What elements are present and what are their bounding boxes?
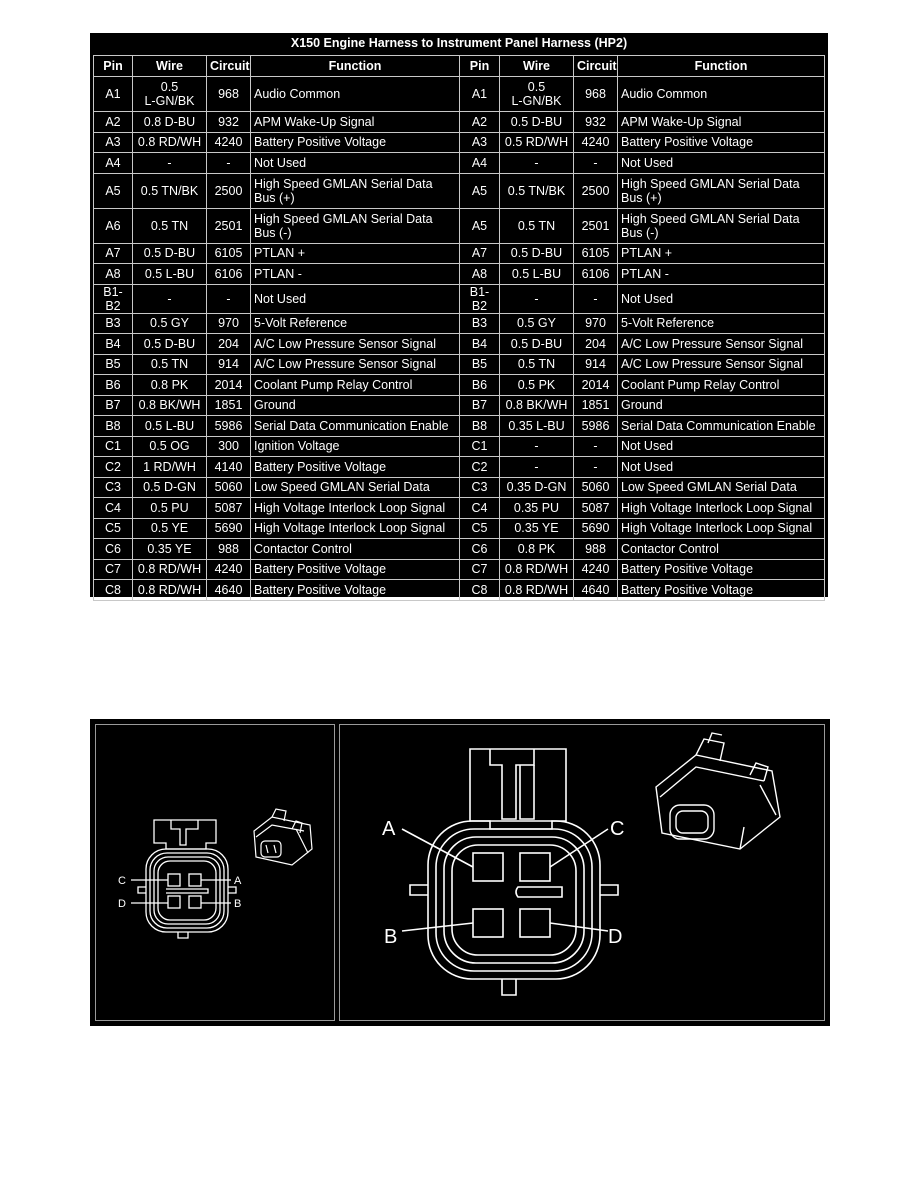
right-wire-cell: 0.5 TN	[500, 355, 574, 376]
table-row	[93, 77, 825, 112]
right-function-cell: 5-Volt Reference	[618, 314, 825, 335]
right-circuit-cell: 5986	[574, 416, 618, 437]
left-pin-cell: C4	[93, 498, 133, 519]
left-pin-cell: C8	[93, 580, 133, 601]
left-wire-cell: 0.5 PU	[133, 498, 207, 519]
left-pin-cell: C1	[93, 437, 133, 458]
right-function-cell: Low Speed GMLAN Serial Data	[618, 478, 825, 499]
left-circuit-cell: 6106	[207, 264, 251, 285]
left-pin-cell: B1-B2	[93, 285, 133, 314]
cavity-c	[520, 853, 550, 881]
right-circuit-cell: 5060	[574, 478, 618, 499]
table-header-row	[93, 55, 825, 77]
right-wire-cell: 0.5 GY	[500, 314, 574, 335]
right-wire-cell: 0.35 PU	[500, 498, 574, 519]
left-wire-cell: 0.8 RD/WH	[133, 580, 207, 601]
connector-small-isometric	[254, 809, 312, 865]
table-row	[93, 314, 825, 335]
right-function-cell: Ground	[618, 396, 825, 417]
right-function-cell: PTLAN -	[618, 264, 825, 285]
right-function-cell: Battery Positive Voltage	[618, 133, 825, 154]
right-circuit-cell: 914	[574, 355, 618, 376]
left-function-cell: APM Wake-Up Signal	[251, 112, 460, 133]
right-function-cell: Battery Positive Voltage	[618, 560, 825, 581]
table-row	[93, 174, 825, 209]
large-label-a: A	[382, 818, 396, 840]
right-function-cell: High Voltage Interlock Loop Signal	[618, 498, 825, 519]
right-wire-cell: 0.5 D-BU	[500, 244, 574, 265]
connector-large-view	[339, 724, 825, 1021]
left-pin-cell: B6	[93, 375, 133, 396]
table-row	[93, 112, 825, 133]
left-circuit-cell: 2501	[207, 209, 251, 244]
left-pin-cell: A2	[93, 112, 133, 133]
cavity-b	[473, 909, 503, 937]
left-wire-cell: 0.5 D-BU	[133, 244, 207, 265]
right-function-cell: Not Used	[618, 285, 825, 314]
right-wire-cell: 0.8 BK/WH	[500, 396, 574, 417]
table-row	[93, 498, 825, 519]
left-wire-cell: 0.5 YE	[133, 519, 207, 540]
right-pin-cell: A5	[460, 174, 500, 209]
left-pin-cell: C7	[93, 560, 133, 581]
right-pin-cell: B5	[460, 355, 500, 376]
table-row	[93, 264, 825, 285]
right-circuit-cell: 932	[574, 112, 618, 133]
right-function-cell: Serial Data Communication Enable	[618, 416, 825, 437]
right-wire-cell: -	[500, 285, 574, 314]
left-circuit-cell: 2500	[207, 174, 251, 209]
right-circuit-cell: 4240	[574, 133, 618, 154]
table-row	[93, 580, 825, 601]
right-circuit-cell: 2014	[574, 375, 618, 396]
header-wire: Wire	[133, 55, 207, 77]
left-function-cell: Not Used	[251, 153, 460, 174]
right-pin-cell: C4	[460, 498, 500, 519]
connector-latch	[470, 749, 566, 829]
left-circuit-cell: 988	[207, 539, 251, 560]
header-circuit: Circuit	[574, 55, 618, 77]
right-function-cell: APM Wake-Up Signal	[618, 112, 825, 133]
left-pin-cell: A5	[93, 174, 133, 209]
table-row	[93, 153, 825, 174]
left-circuit-cell: -	[207, 153, 251, 174]
connector-large-isometric	[656, 733, 780, 849]
left-circuit-cell: 5060	[207, 478, 251, 499]
right-circuit-cell: 968	[574, 77, 618, 112]
right-pin-cell: A7	[460, 244, 500, 265]
right-circuit-cell: 2501	[574, 209, 618, 244]
header-function: Function	[618, 55, 825, 77]
right-pin-cell: B4	[460, 334, 500, 355]
left-wire-cell: 0.8 D-BU	[133, 112, 207, 133]
left-wire-cell: 0.8 PK	[133, 375, 207, 396]
table-row	[93, 560, 825, 581]
left-function-cell: PTLAN -	[251, 264, 460, 285]
right-circuit-cell: 5087	[574, 498, 618, 519]
right-function-cell: High Voltage Interlock Loop Signal	[618, 519, 825, 540]
left-pin-cell: B4	[93, 334, 133, 355]
right-wire-cell: 0.5 TN/BK	[500, 174, 574, 209]
right-pin-cell: B8	[460, 416, 500, 437]
table-row	[93, 437, 825, 458]
right-pin-cell: C3	[460, 478, 500, 499]
left-pin-cell: A6	[93, 209, 133, 244]
left-circuit-cell: 5986	[207, 416, 251, 437]
table-title: X150 Engine Harness to Instrument Panel Harness (HP2)	[290, 36, 628, 50]
left-wire-cell: -	[133, 285, 207, 314]
left-circuit-cell: 932	[207, 112, 251, 133]
left-circuit-cell: 204	[207, 334, 251, 355]
left-wire-cell: 0.5 D-BU	[133, 334, 207, 355]
left-function-cell: Battery Positive Voltage	[251, 133, 460, 154]
left-function-cell: Battery Positive Voltage	[251, 560, 460, 581]
large-label-c: C	[610, 818, 625, 840]
left-wire-cell: 0.35 YE	[133, 539, 207, 560]
right-pin-cell: A8	[460, 264, 500, 285]
pinout-table	[93, 55, 825, 601]
right-circuit-cell: -	[574, 457, 618, 478]
small-label-c: C	[118, 875, 126, 887]
right-wire-cell: 0.8 RD/WH	[500, 560, 574, 581]
connector-large-drawing	[340, 725, 824, 1020]
right-circuit-cell: -	[574, 285, 618, 314]
right-wire-cell: 0.35 YE	[500, 519, 574, 540]
right-wire-cell: 0.8 PK	[500, 539, 574, 560]
table-row	[93, 519, 825, 540]
right-wire-cell: 0.35 L-BU	[500, 416, 574, 437]
right-function-cell: PTLAN +	[618, 244, 825, 265]
table-row	[93, 355, 825, 376]
left-wire-cell: 0.5 L-GN/BK	[133, 77, 207, 112]
left-pin-cell: C6	[93, 539, 133, 560]
table-body	[93, 77, 825, 601]
left-circuit-cell: 300	[207, 437, 251, 458]
small-label-b: B	[234, 898, 242, 910]
left-circuit-cell: 968	[207, 77, 251, 112]
cavity-c	[168, 874, 180, 886]
cavity-b	[189, 896, 201, 908]
left-circuit-cell: -	[207, 285, 251, 314]
table-row	[93, 539, 825, 560]
left-function-cell: Battery Positive Voltage	[251, 457, 460, 478]
right-pin-cell: C7	[460, 560, 500, 581]
right-circuit-cell: 5690	[574, 519, 618, 540]
right-function-cell: Coolant Pump Relay Control	[618, 375, 825, 396]
table-row	[93, 209, 825, 244]
left-function-cell: A/C Low Pressure Sensor Signal	[251, 334, 460, 355]
left-function-cell: Ground	[251, 396, 460, 417]
right-pin-cell: A4	[460, 153, 500, 174]
cavity-a	[473, 853, 503, 881]
left-circuit-cell: 4140	[207, 457, 251, 478]
left-function-cell: Serial Data Communication Enable	[251, 416, 460, 437]
left-pin-cell: A3	[93, 133, 133, 154]
right-circuit-cell: 1851	[574, 396, 618, 417]
right-wire-cell: -	[500, 457, 574, 478]
left-wire-cell: 0.5 TN/BK	[133, 174, 207, 209]
table-row	[93, 133, 825, 154]
right-circuit-cell: 6105	[574, 244, 618, 265]
left-wire-cell: 0.5 D-GN	[133, 478, 207, 499]
left-circuit-cell: 5087	[207, 498, 251, 519]
header-pin: Pin	[460, 55, 500, 77]
left-wire-cell: 0.5 TN	[133, 355, 207, 376]
left-pin-cell: B3	[93, 314, 133, 335]
table-row	[93, 285, 825, 314]
right-function-cell: High Speed GMLAN Serial Data Bus (+)	[618, 174, 825, 209]
right-wire-cell: 0.5 TN	[500, 209, 574, 244]
right-wire-cell: 0.5 RD/WH	[500, 133, 574, 154]
left-function-cell: Low Speed GMLAN Serial Data	[251, 478, 460, 499]
right-function-cell: High Speed GMLAN Serial Data Bus (-)	[618, 209, 825, 244]
right-function-cell: Contactor Control	[618, 539, 825, 560]
right-wire-cell: 0.5 PK	[500, 375, 574, 396]
right-pin-cell: B1-B2	[460, 285, 500, 314]
left-circuit-cell: 5690	[207, 519, 251, 540]
connector-illustration-panel	[90, 719, 830, 1026]
right-function-cell: Not Used	[618, 153, 825, 174]
right-pin-cell: C5	[460, 519, 500, 540]
left-function-cell: Battery Positive Voltage	[251, 580, 460, 601]
large-label-d: D	[608, 926, 623, 948]
left-circuit-cell: 1851	[207, 396, 251, 417]
left-wire-cell: 0.5 GY	[133, 314, 207, 335]
left-pin-cell: C5	[93, 519, 133, 540]
left-wire-cell: 0.5 L-BU	[133, 416, 207, 437]
right-function-cell: Not Used	[618, 437, 825, 458]
left-wire-cell: 0.8 RD/WH	[133, 560, 207, 581]
left-wire-cell: 0.5 OG	[133, 437, 207, 458]
right-circuit-cell: 6106	[574, 264, 618, 285]
left-pin-cell: C2	[93, 457, 133, 478]
right-function-cell: Audio Common	[618, 77, 825, 112]
left-function-cell: Ignition Voltage	[251, 437, 460, 458]
right-pin-cell: A1	[460, 77, 500, 112]
header-circuit: Circuit	[207, 55, 251, 77]
right-circuit-cell: 4240	[574, 560, 618, 581]
right-wire-cell: 0.35 D-GN	[500, 478, 574, 499]
left-function-cell: High Voltage Interlock Loop Signal	[251, 498, 460, 519]
cavity-a	[189, 874, 201, 886]
left-function-cell: Contactor Control	[251, 539, 460, 560]
connector-small-drawing	[96, 725, 334, 1020]
right-pin-cell: A5	[460, 209, 500, 244]
right-function-cell: Battery Positive Voltage	[618, 580, 825, 601]
left-pin-cell: A4	[93, 153, 133, 174]
left-circuit-cell: 970	[207, 314, 251, 335]
left-pin-cell: B5	[93, 355, 133, 376]
right-circuit-cell: 2500	[574, 174, 618, 209]
table-row	[93, 478, 825, 499]
left-circuit-cell: 4640	[207, 580, 251, 601]
table-row	[93, 416, 825, 437]
cavity-d	[168, 896, 180, 908]
left-function-cell: Not Used	[251, 285, 460, 314]
right-pin-cell: B6	[460, 375, 500, 396]
left-pin-cell: C3	[93, 478, 133, 499]
right-wire-cell: 0.5 D-BU	[500, 334, 574, 355]
table-row	[93, 244, 825, 265]
right-pin-cell: A3	[460, 133, 500, 154]
left-function-cell: High Voltage Interlock Loop Signal	[251, 519, 460, 540]
right-pin-cell: C8	[460, 580, 500, 601]
right-wire-cell: 0.8 RD/WH	[500, 580, 574, 601]
right-wire-cell: -	[500, 437, 574, 458]
right-function-cell: Not Used	[618, 457, 825, 478]
left-function-cell: A/C Low Pressure Sensor Signal	[251, 355, 460, 376]
table-row	[93, 396, 825, 417]
left-function-cell: PTLAN +	[251, 244, 460, 265]
right-function-cell: A/C Low Pressure Sensor Signal	[618, 355, 825, 376]
small-label-d: D	[118, 898, 126, 910]
right-wire-cell: 0.5 D-BU	[500, 112, 574, 133]
right-pin-cell: C1	[460, 437, 500, 458]
left-pin-cell: A7	[93, 244, 133, 265]
header-function: Function	[251, 55, 460, 77]
right-pin-cell: B3	[460, 314, 500, 335]
header-pin: Pin	[93, 55, 133, 77]
left-circuit-cell: 4240	[207, 560, 251, 581]
pinout-table-panel	[90, 33, 828, 597]
connector-small-view	[95, 724, 335, 1021]
left-function-cell: Coolant Pump Relay Control	[251, 375, 460, 396]
right-circuit-cell: 204	[574, 334, 618, 355]
left-pin-cell: B8	[93, 416, 133, 437]
right-circuit-cell: 4640	[574, 580, 618, 601]
left-circuit-cell: 6105	[207, 244, 251, 265]
left-wire-cell: 0.5 L-BU	[133, 264, 207, 285]
table-row	[93, 375, 825, 396]
left-pin-cell: A1	[93, 77, 133, 112]
table-row	[93, 457, 825, 478]
left-wire-cell: 0.8 BK/WH	[133, 396, 207, 417]
left-wire-cell: -	[133, 153, 207, 174]
right-circuit-cell: 988	[574, 539, 618, 560]
left-function-cell: High Speed GMLAN Serial Data Bus (-)	[251, 209, 460, 244]
right-wire-cell: 0.5 L-GN/BK	[500, 77, 574, 112]
left-wire-cell: 0.8 RD/WH	[133, 133, 207, 154]
cavity-d	[520, 909, 550, 937]
table-row	[93, 334, 825, 355]
small-label-a: A	[234, 875, 242, 887]
right-pin-cell: A2	[460, 112, 500, 133]
left-pin-cell: A8	[93, 264, 133, 285]
left-function-cell: 5-Volt Reference	[251, 314, 460, 335]
left-function-cell: High Speed GMLAN Serial Data Bus (+)	[251, 174, 460, 209]
right-function-cell: A/C Low Pressure Sensor Signal	[618, 334, 825, 355]
left-wire-cell: 1 RD/WH	[133, 457, 207, 478]
right-circuit-cell: 970	[574, 314, 618, 335]
right-wire-cell: -	[500, 153, 574, 174]
right-pin-cell: C6	[460, 539, 500, 560]
right-wire-cell: 0.5 L-BU	[500, 264, 574, 285]
left-pin-cell: B7	[93, 396, 133, 417]
large-label-b: B	[384, 926, 398, 948]
left-function-cell: Audio Common	[251, 77, 460, 112]
header-wire: Wire	[500, 55, 574, 77]
left-wire-cell: 0.5 TN	[133, 209, 207, 244]
right-circuit-cell: -	[574, 437, 618, 458]
right-pin-cell: B7	[460, 396, 500, 417]
right-circuit-cell: -	[574, 153, 618, 174]
left-circuit-cell: 914	[207, 355, 251, 376]
right-pin-cell: C2	[460, 457, 500, 478]
left-circuit-cell: 2014	[207, 375, 251, 396]
left-circuit-cell: 4240	[207, 133, 251, 154]
